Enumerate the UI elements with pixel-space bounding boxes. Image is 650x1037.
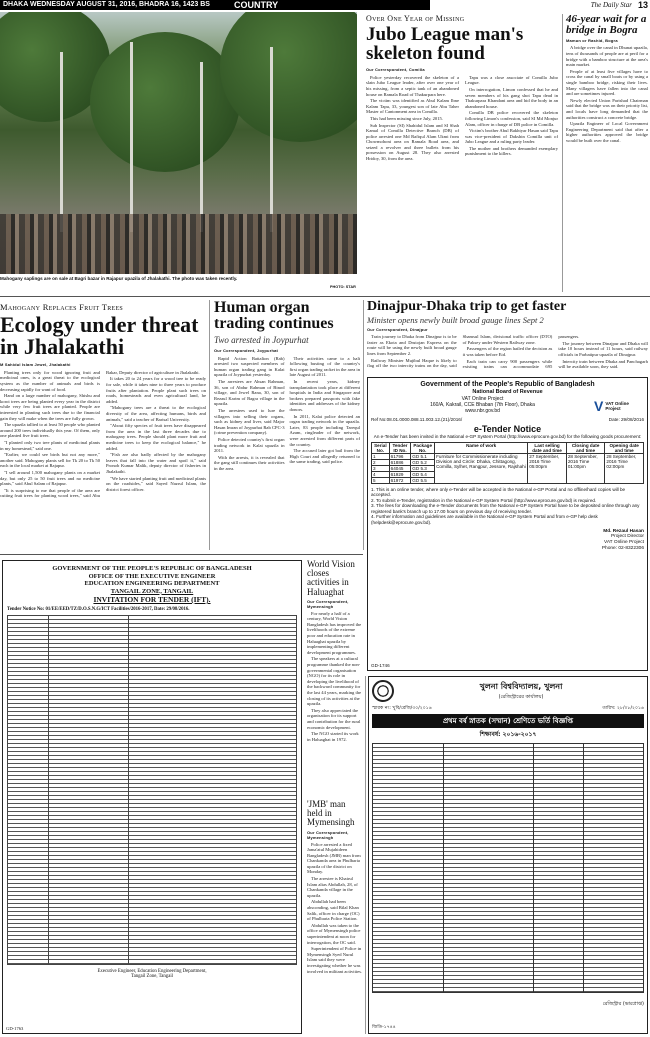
mahogany-photo	[0, 12, 357, 274]
notice-address: 160/A, Kakrail, CCE Bhaban (7th Floor), Dhaka	[430, 402, 535, 408]
cell-work: Furniture for Commissionerate including Division and Circle: Dhaka, Chittagong, Comilla, Sylhet, Rangpur, Jessore, Rajshahi	[435, 453, 528, 483]
photo-sapling	[200, 62, 203, 232]
paragraph: The arrestee is Khairul Islam alias Abdullah, 28, of Chankanda village in the upazila.	[307, 876, 358, 898]
notice-office: OFFICE OF THE EXECUTIVE ENGINEER	[88, 572, 216, 580]
khulna-ref-row	[372, 704, 644, 712]
paragraph: Victim's brother Abul Bakhtyar Hasan said Tapu was vice-president of Dakshin Comilla unit of Jubo League and a ruling party leader.	[465, 128, 558, 145]
story-headline: 46-year wait for a bridge in Bogra	[566, 13, 647, 37]
gd-number: জিডি-১৭৪৪	[372, 1025, 396, 1030]
story-byline: Our Correspondent, Dinajpur	[367, 327, 428, 333]
story-byline: M Sahidul Islam Jewel, Jhalakathi	[0, 361, 71, 367]
khulna-header	[372, 680, 644, 702]
story-headline: Jubo League man's skeleton found	[366, 24, 524, 65]
paragraph: The victim was identified as Abul Kalam Ibne Kalam Tapu, 33, youngest son of late Abu Taher Master of Cantonment area in Comilla.	[366, 98, 459, 115]
jubo-story	[366, 14, 558, 303]
paragraph: The arrestees are Ahsan Rahman, 36, son of Abdur Rahman of Binod village, and Jewel Rana, 30, son of Rezaul Karim of Bagra village in the upazila.	[214, 379, 285, 407]
notice-term: 1. This is an online tender, where only e-Tender will be accepted in the National e-GP Portal and no offline/hard copies will be accepted.	[371, 486, 626, 498]
cell-tender-id: 64045	[389, 465, 411, 471]
section-rule	[0, 554, 363, 555]
vat-logo	[594, 396, 644, 416]
col-package: Package No.	[411, 442, 435, 453]
notice-title: e-Tender Notice	[473, 424, 542, 434]
paragraph: Passengers of the region hailed the decision as it was taken before Eid.	[462, 346, 553, 358]
paragraph: The NGO started its work in Haluaghat in 1972.	[307, 731, 359, 742]
dateline: DHAKA WEDNESDAY AUGUST 31, 2016, BHADRA 16, 1423 BS	[0, 0, 230, 10]
photo-sapling	[60, 52, 63, 232]
paragraph: In 2011, Kalai police detected an organ trading network in the upazila. Later, 83 people including Tarequl Azam, ringleader of the network, were arrested from different parts of the country.	[289, 413, 360, 447]
paragraph: "We have started planting fruit and medicinal plants on the roadsides," said Sayed Nazrul Islam, the district forest officer.	[106, 475, 206, 492]
table-divider	[533, 744, 534, 992]
story-kicker: Over One Year of Missing	[366, 14, 465, 23]
notice-zone: TANGAIL ZONE, TANGAIL	[110, 587, 194, 595]
story-headline: Ecology under threat in Jhalakathi	[0, 312, 199, 360]
col-opening: Opening date and time	[605, 442, 644, 453]
col-last-selling: Last selling date and time	[528, 442, 567, 453]
paragraph: Each train can carry 900 passengers while existing trains can accommodate 695 passengers.	[462, 334, 580, 370]
dinajpur-story	[367, 300, 648, 378]
cell-tender-id: 61886	[389, 459, 411, 465]
table-divider	[443, 744, 444, 992]
section-name: COUNTRY	[230, 0, 430, 10]
notice-date: Date: 29/08/2016	[608, 417, 644, 422]
notice-header	[371, 396, 644, 416]
story-headline: World Vision closes activities in Haluaghat	[307, 559, 355, 597]
masthead-right	[430, 0, 650, 10]
signatory-office: VAT Online Project	[604, 540, 644, 546]
cell-last-selling: 27 September, 2016 Time 05:00pm	[528, 453, 567, 483]
photo-tree	[220, 12, 357, 142]
col-tender-id: Tender ID No.	[389, 442, 411, 453]
col-work: Name of work	[435, 442, 528, 453]
university-office: (রেজিস্ট্রারের কার্যালয়)	[498, 693, 544, 700]
table-divider	[48, 616, 49, 964]
paragraph: "About fifty species of fruit trees have disappeared from the area in the last three decades due to mahogany trees. People should plant more fruit and medicine trees to keep the ecological balance," he added.	[106, 423, 206, 451]
paragraph: Train journey to Dhaka from Dinajpur is to be faster as Ekota and Drutojan Express on the route will be using the newly built broad gauge lines from September 2.	[367, 334, 457, 357]
table-row	[372, 453, 644, 459]
story-body	[366, 75, 558, 303]
paragraph: The mother and brothers demanded exemplary punishment to the killers.	[465, 145, 558, 157]
paragraph: "It is surprising to me that people of the area are cutting fruit trees for planting wood trees," said Abu Bakar, Deputy director of agriculture in Jhalakathi.	[0, 369, 200, 499]
photo-crowd	[0, 214, 357, 274]
paragraph: This had been missing since July, 2015.	[370, 115, 443, 121]
cell-package: GD 5.4	[411, 471, 435, 477]
paragraph: Their activities came to a halt following busting of the country's first organ trading racket in the area in late August of 2011.	[289, 355, 360, 378]
notice-gov: GOVERNMENT OF THE PEOPLE'S REPUBLIC OF BANGLADESH	[52, 565, 252, 572]
cell-closing: 28 September, 2016 Time 01:00pm	[566, 453, 605, 483]
cell-package: GD 5.1	[411, 453, 435, 459]
paragraph: The speakers at a cultural programme thanked the non-governmental organisation (NGO) for its role in developing the livelihood of the backward community for the last 44 years, marking the closing of its activities at the upazila.	[307, 656, 362, 707]
paragraph: Railway Minister Mujibul Haque is likely to flag off the two intercity trains on the day, said Shamsul Islam, divisional traffic officer (DTO) of Paksey under Western Railway zone.	[367, 334, 553, 369]
story-headline: 'JMB' man held in Mymensingh	[307, 799, 355, 828]
paragraph: They also appreciated the organisation for its support and contribution for the rural economic development.	[307, 707, 361, 730]
gd-number: GD-1746	[371, 663, 390, 668]
cell-serial: 5	[372, 477, 390, 483]
story-subhead: Minister opens newly built broad gauge lines Sept 2	[367, 315, 544, 326]
cell-package: GD 5.3	[411, 465, 435, 471]
cell-package: GD 5.5	[411, 477, 435, 483]
notice-signature	[371, 529, 644, 552]
story-headline: Human organ trading continues	[214, 299, 334, 333]
story-subhead: Two arrested in Joypurhat	[214, 334, 309, 345]
notice-heading	[7, 565, 297, 604]
paragraph: Sub Inspector (SI) Shahidul Islam and SI Shah Kamal of Comilla Detective Branch (DB) of police arrested one Md Rafiqul Alam Ukmi from Chowmohoni area on Ramala Road area, and seized a revolver and three bullets from his possession on August 28. They also arrested Hridoy, 30, from the area.	[366, 122, 459, 162]
bridge-story	[566, 14, 648, 273]
notice-term: 4. Further information and guidelines are available in the National e-GP System Portal and from e-GP help desk (helpdesk@eprocure.gov.bd).	[371, 514, 598, 526]
worldvision-story	[307, 560, 363, 781]
column-rule	[209, 300, 210, 550]
column-rule	[365, 676, 366, 1034]
paragraph: Intercity train between Dhaka and Panchagarh will be available soon, they said.	[558, 358, 648, 370]
story-byline: Our Correspondent, Comilla	[366, 66, 425, 72]
paragraph: Police arrested a fixed Jama'atul Mujahideen Bangladesh (JMB) man from Chankanda area in Phulbaria upazila of the district on Monday.	[307, 841, 361, 875]
table-divider	[128, 616, 129, 964]
paragraph: Planting trees only for wood ignoring fruit and medicinal ones, is a great threat to the ecological system as the number of animals and birds is decreasing rapidly for want of food.	[0, 369, 100, 392]
paragraph: Police detected country's first organ trading network in Kalai upazila in 2011.	[214, 436, 285, 454]
story-body	[566, 45, 648, 273]
photo-credit: PHOTO: STAR	[330, 285, 356, 289]
khulna-title-block	[398, 681, 644, 702]
story-byline: Our Correspondent, Mymensingh	[307, 598, 349, 609]
paragraph: Superintendent of Police in Mymensingh Syed Nurul Islam said they were investigating whether he was involved in militant activities.	[307, 946, 363, 974]
cell-serial: 3	[372, 465, 390, 471]
paragraph: Upazila Engineer of Local Government Engineering Department said that after a higher authorities approved the bridge would be built over the canal.	[566, 121, 648, 143]
cell-package: GD 5.2	[411, 459, 435, 465]
khulna-date: তারিখ: ২৮/০৮/২০১৬	[602, 706, 644, 711]
signatory-name: Md. Rezaul Hasan	[603, 528, 644, 534]
column-rule	[363, 300, 364, 550]
notice-terms	[371, 487, 644, 526]
photo-sapling	[130, 42, 133, 232]
cell-tender-id: 61929	[389, 471, 411, 477]
signatory-phone: Phone: 02-8322306	[601, 546, 644, 552]
gd-number: GD-1763	[6, 1026, 24, 1031]
cell-serial: 4	[372, 471, 390, 477]
notice-title: INVITATION FOR TENDER (IFT).	[93, 595, 211, 604]
notice-intro: An e-Tender has been invited in the National e-GP System Portal (http://www.eprocure.gov.bd) for the following goods procurement:	[373, 434, 642, 439]
notice-number: Tender Notice No: 01/EE/EED/TZ/D.O.S.N.G/ICT Facilities/2016-2017, Date: 29/08/2016.	[7, 606, 190, 612]
khulna-ref: স্মারক নং: খুবি/রেজি/৩০/২০১৬	[372, 706, 432, 711]
story-byline: Our Correspondent, Mymensingh	[307, 829, 349, 840]
vat-logo-mark: V	[594, 398, 604, 414]
khulna-signatory: রেজিস্ট্রার (ভারপ্রাপ্ত)	[602, 1001, 644, 1007]
signatory-title: Project Director	[610, 534, 644, 540]
cell-tender-id: 61972	[389, 477, 411, 483]
photo-tree	[90, 32, 240, 172]
paragraph: Newly elected Union Parishad Chairman said that the bridge was on their priority list, and locals have long demanded that the authorities construct a concrete bridge.	[566, 97, 648, 120]
khulna-admission-table	[372, 743, 644, 993]
story-body	[367, 334, 648, 378]
paragraph: For nearly a half of a century, World Vision Bangladesh has improved the livelihoods of the extreme poor and education rate in Haluaghat upazila by implementing different development programmes.	[307, 610, 362, 655]
notice-address-block	[371, 396, 594, 414]
masthead	[0, 0, 650, 10]
story-byline: Our Correspondent, Joypurhat	[214, 347, 279, 353]
photo-sapling	[270, 47, 273, 232]
ecology-story	[0, 302, 206, 556]
notice-office: VAT Online Project	[461, 396, 504, 402]
table-divider	[583, 744, 584, 992]
story-body	[307, 611, 363, 781]
story-headline: Dinajpur-Dhaka trip to get faster	[367, 299, 567, 314]
cell-serial: 1	[372, 453, 390, 459]
paper-name: The Daily Star	[590, 1, 632, 9]
tender-table	[371, 442, 644, 484]
paragraph: The journey between Dinajpur and Dhaka will take 10 hours instead of 11 hours, said railway officials in Parbatipur upazila of Dinajpur.	[558, 340, 648, 358]
cell-tender-id: 61796	[389, 453, 411, 459]
page-number: 13	[637, 0, 648, 10]
organ-story	[214, 300, 360, 546]
paragraph: With the arrests, it is revealed that the gang still continues their activities in the area.	[214, 454, 285, 471]
paragraph: Rapid Action Battalion (Rab) arrested two suspected members of human organ trading gang in Kalai upazila of Joypurhat yesterday.	[214, 355, 285, 378]
paragraph: On interrogation, Limon confessed that he and seven members of his gang shot Tapu dead in Thakurpara Khandani area and hid the body in an abandoned house.	[465, 86, 558, 109]
paragraph: "I planted only two tree plants of medicinal plants in my homestead," said one.	[0, 440, 100, 451]
university-name: খুলনা বিশ্ববিদ্যালয়, খুলনা	[479, 681, 563, 691]
paragraph: The arrestees used to lure the villagers into selling their organs, such as kidney and liver, said Major Hasan Imran of Joypurhat Rab CPC-3 (crime prevention company).	[214, 407, 285, 436]
story-body	[307, 842, 363, 1037]
khulna-title: প্রথম বর্ষ স্নাতক (সম্মান) শ্রেণিতে ভর্তি বিজ্ঞপ্তি	[372, 714, 644, 728]
story-body	[214, 356, 360, 546]
paragraph: Abdullah had been absconding, said Bilal Khan Salik, officer in charge (OC) of Phulbaria Police Station.	[307, 899, 360, 922]
paragraph: "Earlier, we could see birds but not any more," another said. Mahogany plants sell for Tk 20 to Tk 50 each in the local market at Rajapur.	[0, 452, 100, 469]
paragraph: People of at least five villages have to cross the canal by small boats or by using a single bamboo bridge, risking their lives. Many villagers have fallen into the canal and are sometimes injured.	[566, 68, 648, 97]
jmb-story	[307, 800, 363, 1037]
section-rule	[0, 296, 650, 297]
paragraph: The upazila tallied to at least 50 people who planted around 200 trees individually this year. Of them, only one planted five fruit trees.	[0, 422, 100, 439]
story-kicker: Mahogany Replaces Fruit Trees	[0, 302, 124, 312]
notice-signature: Executive Engineer, Education Engineering Department, Tangail Zone, Tangail	[97, 968, 207, 980]
paragraph: Police yesterday recovered the skeleton of a slain Jubo League leader, after over one year of his missing, from a septic tank of an abandoned house on Ramala Road of Thakurpara here.	[366, 74, 459, 97]
story-body	[0, 370, 206, 556]
paragraph: Abdullah was taken to the office of Mymensingh police superintendent at noon for interrogation, the OC said.	[307, 922, 361, 945]
notice-web: www.nbr.gov.bd	[465, 408, 500, 414]
photo-caption: Mahogany saplings are on sale at Bagri bazar in Rajapur upazila of Jhalakathi. The photo was taken recently.	[0, 276, 238, 281]
column-rule	[562, 14, 563, 292]
cell-opening: 28 September, 2016 Time 02:00pm	[605, 453, 644, 483]
paragraph: It takes 20 to 24 years for a wood tree to be ready for sale, while it takes nine to three years to produce fruits after plantation. People plant such trees on roads, homesteads and even agricultural land, he added.	[106, 376, 206, 404]
paragraph: Tapu was a close associate of Comilla Jubo League.	[465, 74, 558, 86]
paragraph: Hand on a large number of mahogany, Shishu and koroi trees are being planted every year in the district while very few fruit trees are planted. People are interested in planting such trees due to the financial gain they will make when the trees are fully grown.	[0, 393, 100, 421]
tender-details-table	[7, 615, 297, 965]
university-seal-icon	[372, 680, 394, 702]
paragraph: The accused later got bail from the High Court and allegedly returned to the same trading, said police.	[289, 448, 360, 465]
cell-serial: 2	[372, 459, 390, 465]
vat-logo-text: VAT Online Project	[605, 401, 629, 411]
col-closing: Closing date and time	[566, 442, 605, 453]
paragraph: A bridge over the canal in Dhunat upazila, tens of thousands of people are at peril for a bridge with a bamboo structure at the area's main market.	[566, 45, 648, 68]
etender-notice	[367, 377, 648, 671]
notice-term: 3. The fees for downloading the e-Tender documents from the National e-GP System Portal have to be deposited online through any registered bank's branch up to 17.00 hours on previous day of receiving tender.	[371, 503, 640, 514]
eed-tender-notice	[2, 560, 302, 1034]
notice-board: National Board of Revenue	[472, 389, 543, 395]
paragraph: "I sell around 1,500 mahogany plants on a market day, but only 25 to 50 fruit trees and no medicine plants," said Abul Salam of Rajapur.	[0, 469, 100, 487]
khulna-notice	[368, 676, 648, 1034]
khulna-session: শিক্ষাবর্ষ: ২০১৬-২০১৭	[479, 731, 537, 738]
notice-ref: Ref No:08.01.0000.088.11.003.12.(21)/2016/	[371, 417, 463, 422]
table-header-row	[372, 442, 644, 453]
story-byline: Mamun or Rashid, Bogra	[566, 38, 618, 44]
paragraph: "Fish are also badly affected by the mahogany leaves that fall into the water and spoil it," said Pronob Kumar Malik, deputy director of fisheries in Jhalakathi.	[106, 452, 206, 474]
notice-ref-row	[371, 417, 644, 422]
paragraph: Comilla DB police recovered the skeleton following Limon's confession, said SI Md Monjur Alam, officer in charge of DB police in Comilla.	[465, 110, 558, 127]
paragraph: "Mahogany trees are a threat to the ecological diversity of the area, affecting humans, birds and animals," said a teacher of Barisal University.	[106, 405, 206, 422]
notice-term: 2. To submit e-Tender, registration in the National e-GP System Portal (http://www.eprocure.gov.bd) is required.	[371, 497, 597, 503]
paragraph: In recent years, kidney transplantation took place at different hospitals in India and Singapore and brokers prepared passports with fake identities and addresses of the kidney donors.	[289, 379, 360, 412]
notice-gov: Government of the People's Republic of Bangladesh	[420, 381, 595, 388]
notice-department: EDUCATION ENGINEERING DEPARTMENT	[84, 580, 220, 587]
col-serial: Serial No.	[372, 442, 390, 453]
